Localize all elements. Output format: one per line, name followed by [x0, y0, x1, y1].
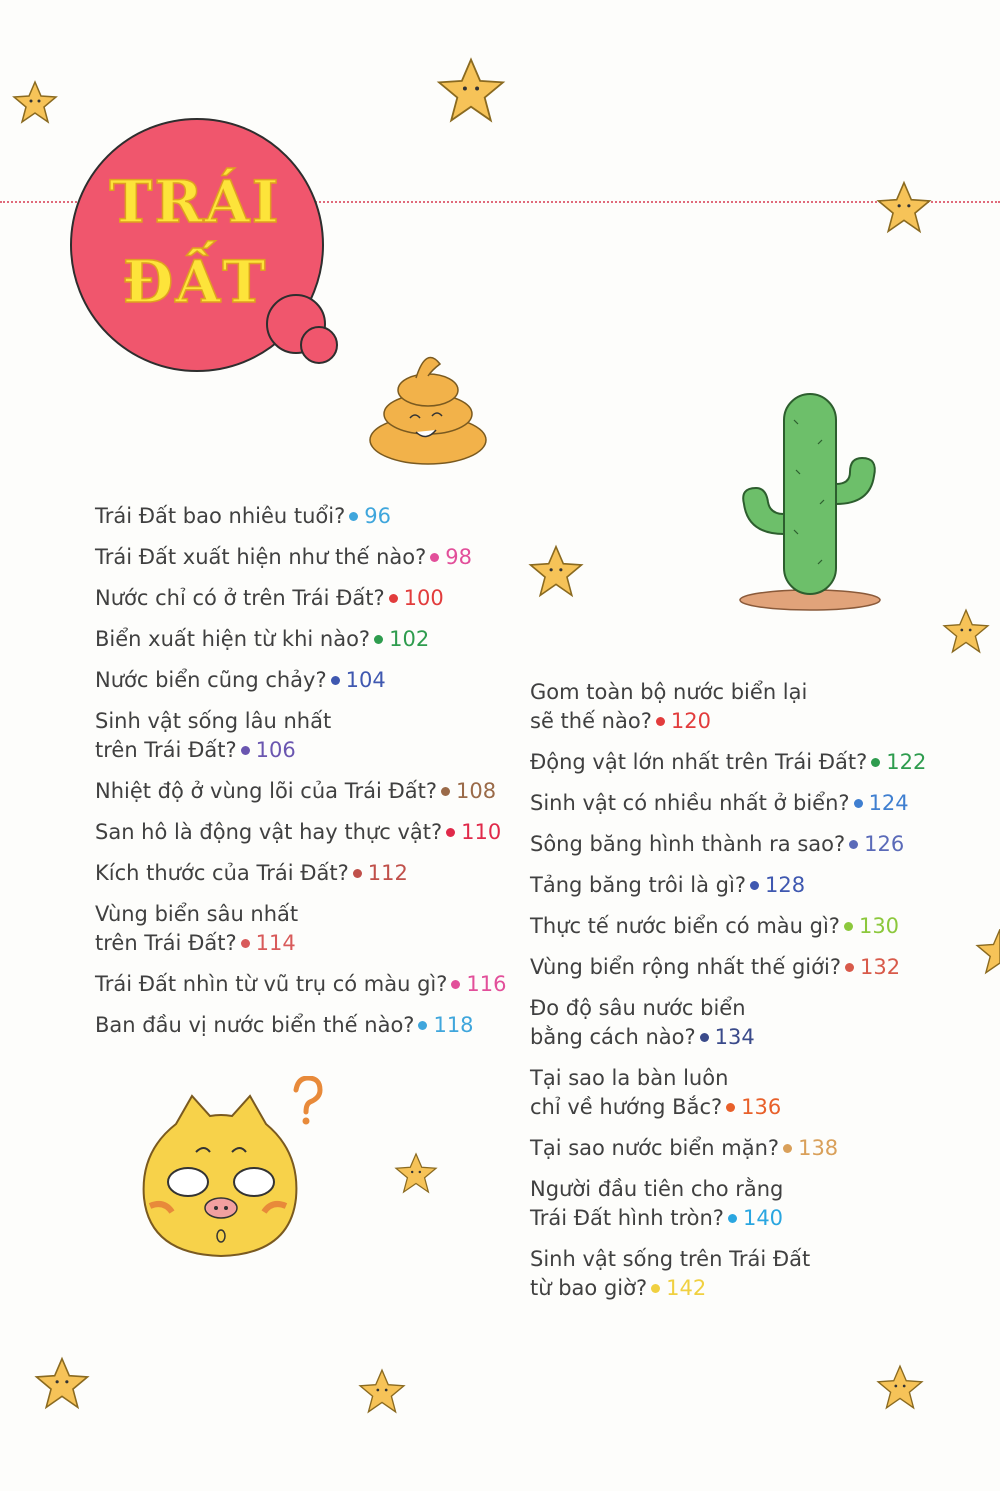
- toc-question-text: trên Trái Đất? 114: [95, 931, 296, 955]
- bullet-dot-icon: [418, 1021, 427, 1030]
- toc-page-number: 126: [864, 832, 905, 856]
- toc-question-text: sẽ thế nào? 120: [530, 709, 711, 733]
- bullet-dot-icon: [783, 1144, 792, 1153]
- toc-question-text: Vùng biển rộng nhất thế giới? 132: [530, 955, 901, 979]
- bullet-dot-icon: [430, 553, 439, 562]
- toc-question-text: Trái Đất bao nhiêu tuổi? 96: [95, 504, 391, 528]
- toc-question-text: chỉ về hướng Bắc? 136: [530, 1095, 782, 1119]
- bullet-dot-icon: [389, 594, 398, 603]
- toc-entry[interactable]: [530, 678, 950, 736]
- toc-page-number: 100: [403, 586, 444, 610]
- toc-page-number: 132: [859, 955, 901, 979]
- toc-entry[interactable]: [95, 543, 515, 572]
- toc-question-text: Thực tế nước biển có màu gì? 130: [530, 914, 900, 938]
- star-icon: [12, 80, 58, 124]
- toc-entry[interactable]: [530, 871, 950, 900]
- toc-question-text: Trái Đất hình tròn? 140: [530, 1206, 784, 1230]
- bullet-dot-icon: [331, 676, 340, 685]
- toc-question-text: Trái Đất xuất hiện như thế nào? 98: [95, 545, 473, 569]
- bullet-dot-icon: [374, 635, 383, 644]
- toc-question-text: Vùng biển sâu nhất: [95, 902, 299, 926]
- bullet-dot-icon: [728, 1214, 737, 1223]
- toc-entry[interactable]: [95, 584, 515, 613]
- toc-entry[interactable]: [95, 818, 515, 847]
- star-icon: [34, 1356, 90, 1410]
- toc-page-number: 142: [666, 1276, 707, 1300]
- toc-page-number: 122: [886, 750, 927, 774]
- bullet-dot-icon: [844, 922, 853, 931]
- chapter-title-line1: TRÁI: [109, 168, 281, 236]
- bullet-dot-icon: [845, 963, 854, 972]
- toc-question-text: Tại sao la bàn luôn: [530, 1066, 729, 1090]
- star-icon: [436, 56, 506, 124]
- toc-page-number: 118: [433, 1013, 474, 1037]
- bullet-dot-icon: [451, 980, 460, 989]
- star-icon: [876, 1364, 924, 1410]
- chapter-title-line2: ĐẤT: [122, 248, 268, 316]
- toc-question-text: Người đầu tiên cho rằng: [530, 1177, 784, 1201]
- bullet-dot-icon: [656, 717, 665, 726]
- star-icon: [358, 1368, 406, 1414]
- poop-icon: [366, 344, 490, 468]
- toc-entry[interactable]: [530, 830, 950, 859]
- toc-page-number: 130: [858, 914, 900, 938]
- toc-entry[interactable]: [530, 1064, 950, 1122]
- title-bubble-tiny: [300, 326, 338, 364]
- toc-question-text: Trái Đất nhìn từ vũ trụ có màu gì? 116: [95, 972, 507, 996]
- toc-page-number: 114: [255, 931, 296, 955]
- toc-question-text: Động vật lớn nhất trên Trái Đất? 122: [530, 750, 927, 774]
- toc-entry[interactable]: [530, 1134, 950, 1163]
- toc-entry[interactable]: [530, 1245, 950, 1303]
- bullet-dot-icon: [241, 939, 250, 948]
- toc-question-text: Nhiệt độ ở vùng lõi của Trái Đất? 108: [95, 779, 497, 803]
- toc-question-text: Sinh vật có nhiều nhất ở biển? 124: [530, 791, 909, 815]
- toc-entry[interactable]: [530, 748, 950, 777]
- toc-entry[interactable]: [95, 707, 515, 765]
- toc-right-column: [530, 678, 950, 1315]
- toc-page-number: 110: [461, 820, 502, 844]
- toc-entry[interactable]: [95, 502, 515, 531]
- toc-question-text: Sinh vật sống trên Trái Đất: [530, 1247, 811, 1271]
- toc-page-number: 134: [714, 1025, 755, 1049]
- bullet-dot-icon: [871, 758, 880, 767]
- toc-question-text: Sinh vật sống lâu nhất: [95, 709, 332, 733]
- toc-page-number: 124: [868, 791, 909, 815]
- bullet-dot-icon: [446, 828, 455, 837]
- toc-page-number: 102: [389, 627, 430, 651]
- toc-entry[interactable]: [95, 666, 515, 695]
- toc-entry[interactable]: [95, 1011, 515, 1040]
- toc-entry[interactable]: [530, 912, 950, 941]
- bullet-dot-icon: [849, 840, 858, 849]
- star-icon: [942, 608, 990, 654]
- toc-question-text: Nước chỉ có ở trên Trái Đất? 100: [95, 586, 444, 610]
- bullet-dot-icon: [353, 869, 362, 878]
- toc-left-column: [95, 502, 515, 1052]
- toc-entry[interactable]: [95, 970, 515, 999]
- toc-question-text: Tại sao nước biển mặn? 138: [530, 1136, 839, 1160]
- toc-question-text: Sông băng hình thành ra sao? 126: [530, 832, 905, 856]
- toc-page-number: 136: [741, 1095, 782, 1119]
- toc-page-number: 108: [455, 779, 497, 803]
- toc-question-text: Tảng băng trôi là gì? 128: [530, 873, 806, 897]
- toc-entry[interactable]: [95, 900, 515, 958]
- toc-entry[interactable]: [95, 859, 515, 888]
- toc-question-text: trên Trái Đất? 106: [95, 738, 296, 762]
- star-icon: [876, 180, 932, 234]
- toc-question-text: Kích thước của Trái Đất? 112: [95, 861, 408, 885]
- toc-page-number: 128: [764, 873, 806, 897]
- toc-page-number: 140: [742, 1206, 784, 1230]
- toc-page-number: 106: [255, 738, 296, 762]
- toc-question-text: San hô là động vật hay thực vật? 110: [95, 820, 502, 844]
- toc-entry[interactable]: [530, 994, 950, 1052]
- bullet-dot-icon: [726, 1103, 735, 1112]
- star-icon: [528, 544, 584, 598]
- toc-question-text: Nước biển cũng chảy? 104: [95, 668, 386, 692]
- toc-entry[interactable]: [530, 953, 950, 982]
- toc-question-text: bằng cách nào? 134: [530, 1025, 755, 1049]
- toc-entry[interactable]: [95, 777, 515, 806]
- bullet-dot-icon: [241, 746, 250, 755]
- toc-page-number: 120: [670, 709, 711, 733]
- bullet-dot-icon: [750, 881, 759, 890]
- toc-page-number: 104: [345, 668, 386, 692]
- toc-question-text: Ban đầu vị nước biển thế nào? 118: [95, 1013, 474, 1037]
- toc-question-text: Gom toàn bộ nước biển lại: [530, 680, 808, 704]
- toc-question-text: từ bao giờ? 142: [530, 1276, 707, 1300]
- bullet-dot-icon: [441, 787, 450, 796]
- bullet-dot-icon: [349, 512, 358, 521]
- star-icon: [975, 926, 1000, 976]
- question-icon: [290, 1076, 324, 1126]
- bullet-dot-icon: [854, 799, 863, 808]
- bullet-dot-icon: [651, 1284, 660, 1293]
- toc-page-number: 112: [367, 861, 408, 885]
- bullet-dot-icon: [700, 1033, 709, 1042]
- toc-page-number: 138: [798, 1136, 839, 1160]
- toc-page-number: 116: [466, 972, 507, 996]
- toc-entry[interactable]: [530, 789, 950, 818]
- toc-entry[interactable]: [95, 625, 515, 654]
- cactus-icon: [738, 384, 884, 616]
- toc-question-text: Biển xuất hiện từ khi nào? 102: [95, 627, 430, 651]
- toc-question-text: Đo độ sâu nước biển: [530, 996, 746, 1020]
- toc-page-number: 96: [364, 504, 391, 528]
- star-icon: [394, 1152, 438, 1194]
- toc-page-number: 98: [445, 545, 473, 569]
- toc-entry[interactable]: [530, 1175, 950, 1233]
- cat-icon: [136, 1086, 306, 1262]
